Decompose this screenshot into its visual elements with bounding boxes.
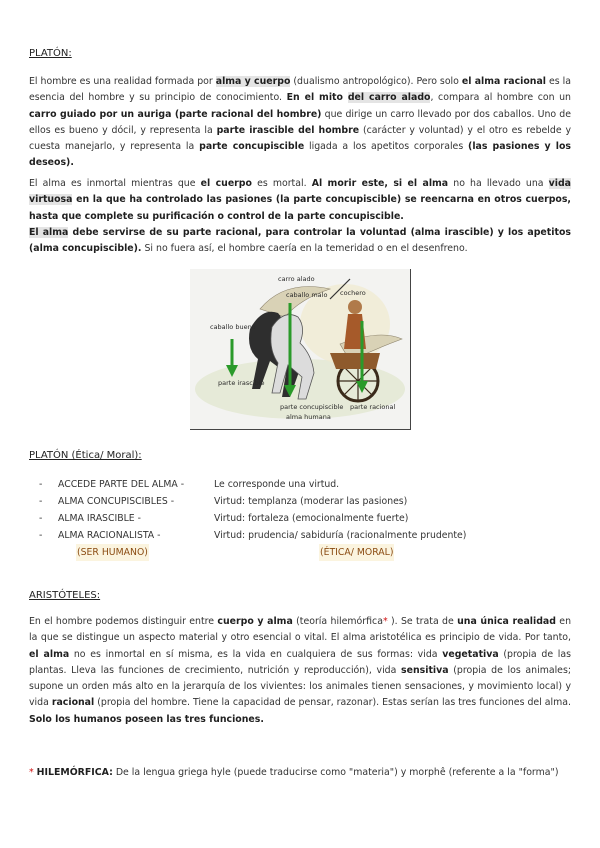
text-run: El alma es inmortal mientras que [29,178,201,189]
platon-paragraph-1 [29,74,571,172]
footnote-marker: * [382,616,388,627]
text-run: En el hombre podemos distinguir entre [29,616,218,627]
label-parte-concupiscible: parte concupiscible [280,403,344,411]
list-item [29,476,589,493]
platon-paragraph-3 [29,225,571,258]
text-run: ). Se trata de [387,616,458,627]
list-item-left: ALMA RACIONALISTA - [58,530,161,541]
bold-text: parte concupiscible [199,141,305,153]
list-dash: - [39,513,43,524]
bold-text: en la que ha controlado las pasiones (la parte concupiscible) se reencarna en otros cuerpos, hasta que complete su purificación o control de la parte concupiscible. [29,194,571,222]
bold-text: Solo los humanos poseen las tres funciones. [29,713,264,725]
list-item-left: ALMA CONCUPISCIBLES - [58,496,175,507]
label-caballo-bueno: caballo bueno [210,323,256,331]
list-item-left: ACCEDE PARTE DEL ALMA - [58,479,185,490]
bold-text: parte irascible del hombre [216,124,360,136]
label-parte-irascible: parte irascible [218,379,265,387]
note-etica-moral: (ÉTICA/ MORAL) [319,544,394,561]
bold-text: el alma racional [461,76,547,87]
bold-text: debe servirse de su parte racional, para controlar la voluntad (alma irascible) y los apetitos (alma concupiscible). [29,227,571,255]
bold-text: del carro alado [347,92,431,104]
aristoteles-paragraph [29,614,571,728]
bold-text: carro guiado por un auriga (parte racional del hombre) [29,108,322,120]
list-notes [29,544,589,561]
platon-heading: PLATÓN: [29,48,72,59]
text-run: Si no fuera así, el hombre caería en la temeridad o en el desenfreno. [141,243,468,255]
list-item-right: Virtud: templanza (moderar las pasiones) [214,496,408,507]
text-run: (carácter y voluntad) y el otro es rebelde y cuesta manejarlo, y representa la [29,124,571,153]
note-ser-humano: (SER HUMANO) [76,544,149,561]
bold-text: El alma [29,227,69,238]
text-run: , compara al hombre con un [430,92,572,104]
list-item [29,510,589,527]
aristoteles-heading: ARISTÓTELES: [29,590,101,601]
text-run: (propia del hombre. Tiene la capacidad de pensar, razonar). Estas serían las tres funciones del alma. [94,697,571,709]
bold-text: el cuerpo [200,178,252,189]
footnote-marker: * [29,767,37,778]
bold-text: (las pasiones y los deseos). [29,141,571,169]
label-parte-racional: parte racional [350,403,396,411]
chariot-drawing [190,269,410,429]
list-item [29,527,589,544]
bold-text: HILEMÓRFICA: [36,767,113,778]
hilemorfica-footnote [29,765,571,781]
list-dash: - [39,496,43,507]
bold-text: cuerpo y alma [217,616,293,627]
text-run: (propia de las plantas. Lleva las funciones de crecimiento, nutrición y reproducción), vida [29,648,571,676]
list-item-right: Virtud: prudencia/ sabiduría (racionalmente prudente) [214,530,467,541]
bold-text: el alma [29,648,70,660]
text-run: (propia de los animales; supone un orden más alto en la jerarquía de los vivientes: los animales tienen sensaciones, y movimiento local) y vida [29,664,571,709]
etica-heading: PLATÓN (Ética/ Moral): [29,450,142,461]
bold-text: Al morir este, si el alma [311,178,449,189]
label-cochero: cochero [340,289,366,297]
bold-text: sensitiva [401,664,449,676]
list-dash: - [39,479,43,490]
label-caballo-malo: caballo malo [286,291,328,299]
list-dash: - [39,530,43,541]
text-run: es mortal. [251,178,312,189]
bold-text: alma y cuerpo [215,76,291,87]
virtues-list [29,476,589,561]
list-item-right: Virtud: fortaleza (emocionalmente fuerte) [214,513,409,524]
bold-text: vegetativa [442,648,499,660]
text-run: (dualismo antropológico). Pero solo [290,76,462,87]
label-carro-alado: carro alado [278,275,315,283]
list-item-left: ALMA IRASCIBLE - [58,513,141,524]
text-run: no ha llevado una [448,178,549,189]
text-run: (teoría hilemórfica [292,616,383,627]
bold-text: vida virtuosa [29,178,572,206]
text-run: que dirige un carro llevado por dos caballos. Uno de ellos es bueno y dócil, y representa la [29,108,571,136]
text-run: ligada a los apetitos corporales [304,141,469,153]
list-item-right: Le corresponde una virtud. [214,479,340,490]
bold-text: En el mito [286,92,348,104]
text-run: es la esencia del hombre y su principio de conocimiento. [29,76,571,104]
bold-text: una única realidad [457,616,556,627]
list-item [29,493,589,510]
text-run: De la lengua griega hyle (puede traducirse como "materia") y morphê (referente a la "forma") [112,767,559,778]
text-run: El hombre es una realidad formada por [29,76,216,87]
text-run: no es inmortal en sí misma, es la vida en cualquiera de sus formas: vida [69,648,443,660]
text-run: en la que se distingue un aspecto material y otro esencial o vital. El alma aristotélica es principio de vida. Por tanto, [29,616,572,644]
label-alma-humana: alma humana [286,413,331,421]
bold-text: racional [51,697,95,709]
winged-chariot-illustration [190,269,411,430]
platon-paragraph-2 [29,176,571,225]
